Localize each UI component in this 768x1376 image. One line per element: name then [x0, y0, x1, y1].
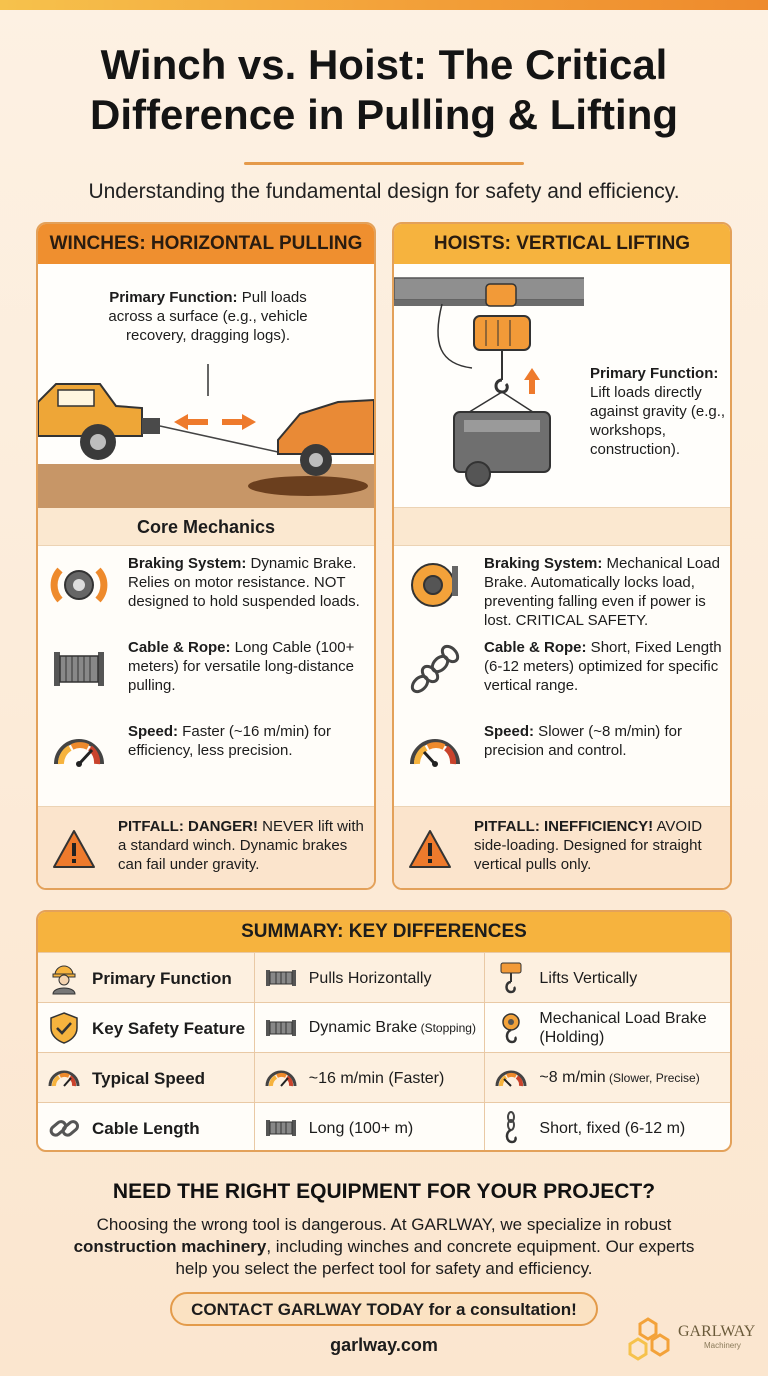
winch-braking-text: Braking System: Dynamic Brake. Relies on motor resistance. NOT designed to hold suspended loads. — [128, 555, 360, 610]
hoist-panel — [392, 222, 732, 890]
hoist-value: ~8 m/min (Slower, Precise) — [539, 1069, 700, 1086]
winch-pitfall — [38, 806, 374, 888]
hoist-primary-function: Primary Function: Lift loads directly against gravity (e.g., workshops, construction). — [590, 365, 726, 458]
speed-gauge-fast-icon — [50, 724, 108, 782]
winch-cable-row — [38, 630, 374, 714]
row-label: Key Safety Feature — [92, 1018, 246, 1038]
chain-hook-icon — [493, 1110, 529, 1146]
load-brake-hook-icon — [493, 1010, 529, 1046]
winch-value: Dynamic Brake (Stopping) — [308, 1019, 476, 1036]
dynamic-brake-icon — [50, 556, 108, 614]
hoist-pitfall-text: PITFALL: INEFFICIENCY! AVOID side-loading. Designed for straight vertical pulls only. — [474, 818, 703, 873]
winch-scene — [38, 264, 374, 508]
vehicle-recovery-illustration — [38, 344, 374, 508]
row-label: Primary Function — [92, 968, 232, 988]
hoist-heading: HOISTS: VERTICAL LIFTING — [394, 224, 730, 264]
hoist-speed-row — [394, 714, 730, 798]
winch-panel — [36, 222, 376, 890]
winch-heading: WINCHES: HORIZONTAL PULLING — [38, 224, 374, 264]
hoist-cable-text: Cable & Rope: Short, Fixed Length (6-12 meters) optimized for specific vertical range. — [484, 639, 722, 694]
winch-braking-row — [38, 546, 374, 630]
worker-helmet-icon — [46, 960, 82, 996]
top-accent-bar — [0, 0, 768, 10]
chain-link-icon — [46, 1110, 82, 1146]
winch-drum-icon — [263, 960, 299, 996]
cable-drum-icon — [50, 640, 108, 698]
hoist-lifting-illustration — [394, 264, 584, 508]
garlway-logo — [626, 1306, 756, 1366]
cta-title: NEED THE RIGHT EQUIPMENT FOR YOUR PROJECT? — [112, 1180, 656, 1203]
core-mechanics-band — [394, 508, 730, 546]
table-row — [38, 1102, 730, 1152]
speed-gauge-icon — [46, 1060, 82, 1096]
table-row — [38, 1052, 730, 1102]
winch-primary-function: Primary Function: Pull loads across a surface (e.g., vehicle recovery, dragging logs). — [108, 289, 308, 344]
winch-value: Pulls Horizontally — [308, 969, 432, 987]
hoist-pitfall — [394, 806, 730, 888]
safety-shield-icon — [46, 1010, 82, 1046]
warning-icon — [408, 829, 452, 869]
chain-icon — [406, 640, 464, 698]
page-subtitle: Understanding the fundamental design for safety and efficiency. — [88, 180, 680, 203]
warning-icon — [52, 829, 96, 869]
core-mechanics-heading: Core Mechanics — [38, 508, 374, 546]
table-row — [38, 952, 730, 1002]
hoist-braking-text: Braking System: Mechanical Load Brake. Automatically locks load, preventing falling even if power is lost. CRITICAL SAFETY. — [484, 555, 720, 629]
winch-cable-text: Cable & Rope: Long Cable (100+ meters) for versatile long-distance pulling. — [128, 639, 355, 694]
speed-gauge-icon — [493, 1060, 529, 1096]
website-link[interactable]: garlway.com — [330, 1335, 438, 1355]
hoist-speed-text: Speed: Slower (~8 m/min) for precision and control. — [484, 723, 682, 759]
speed-gauge-slow-icon — [406, 724, 464, 782]
hoist-braking-row — [394, 546, 730, 630]
hoist-value: Mechanical Load Brake (Holding) — [539, 1010, 707, 1046]
winch-drum-icon — [263, 1110, 299, 1146]
svg-text:GARLWAY: GARLWAY — [678, 1323, 756, 1340]
hoist-scene — [394, 264, 730, 508]
mechanical-brake-icon — [406, 556, 464, 614]
contact-button[interactable]: CONTACT GARLWAY TODAY for a consultation! — [170, 1292, 598, 1326]
winch-speed-text: Speed: Faster (~16 m/min) for efficiency, less precision. — [128, 723, 331, 759]
winch-pitfall-text: PITFALL: DANGER! NEVER lift with a standard winch. Dynamic brakes can fail under gravity. — [118, 818, 364, 873]
hoist-cable-row — [394, 630, 730, 714]
hoist-hook-icon — [493, 960, 529, 996]
title-underline — [244, 162, 524, 165]
winch-value: ~16 m/min (Faster) — [308, 1069, 445, 1087]
page-title: Winch vs. Hoist: The Critical Difference in Pulling & Lifting — [90, 41, 678, 138]
hoist-value: Lifts Vertically — [539, 969, 638, 987]
winch-speed-row — [38, 714, 374, 798]
table-row — [38, 1002, 730, 1052]
row-label: Cable Length — [92, 1118, 200, 1138]
speed-gauge-icon — [263, 1060, 299, 1096]
summary-table — [36, 910, 732, 1152]
hoist-value: Short, fixed (6-12 m) — [539, 1119, 686, 1137]
summary-heading: SUMMARY: KEY DIFFERENCES — [38, 912, 730, 952]
svg-text:Machinery: Machinery — [704, 1341, 741, 1350]
winch-drum-icon — [263, 1010, 299, 1046]
winch-value: Long (100+ m) — [308, 1119, 414, 1137]
cta-body: Choosing the wrong tool is dangerous. At GARLWAY, we specialize in robust construction machinery, including winches and concrete equipment. Our experts help you select the perfect tool for safety and efficiency. — [73, 1215, 695, 1278]
row-label: Typical Speed — [92, 1068, 206, 1088]
